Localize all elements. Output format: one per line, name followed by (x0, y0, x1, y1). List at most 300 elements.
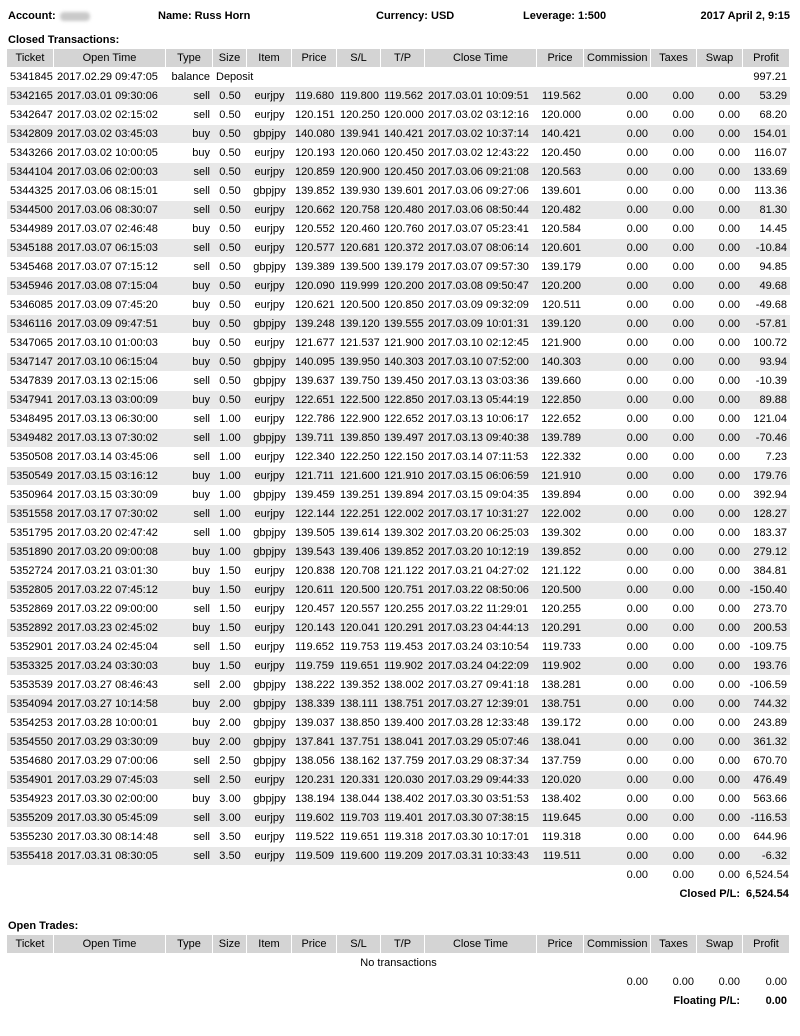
cell-open-price: 120.151 (292, 106, 337, 125)
cell-close-price: 139.302 (537, 524, 584, 543)
cell-open-time: 2017.03.27 10:14:58 (54, 695, 166, 714)
cell-open-time: 2017.03.15 03:30:09 (54, 486, 166, 505)
table-row (7, 524, 790, 543)
cell-ticket: 5347941 (7, 391, 54, 410)
cell-swap: 0.00 (697, 163, 743, 182)
column-header-item: Item (247, 935, 292, 954)
cell-commission: 0.00 (584, 581, 651, 600)
cell-profit: 273.70 (743, 600, 790, 619)
cell-close-price: 120.200 (537, 277, 584, 296)
open-trades-title: Open Trades: (8, 920, 79, 932)
cell-taxes: 0.00 (651, 505, 697, 524)
cell-ticket: 5345468 (7, 258, 54, 277)
cell-deposit-label: Deposit (213, 68, 743, 87)
cell-tp: 121.122 (381, 562, 425, 581)
cell-close-time: 2017.03.13 10:06:17 (425, 410, 537, 429)
cell-item: eurjpy (247, 334, 292, 353)
cell-type: sell (166, 600, 213, 619)
cell-close-time: 2017.03.22 11:29:01 (425, 600, 537, 619)
cell-open-price: 119.602 (292, 809, 337, 828)
cell-profit: -10.84 (743, 239, 790, 258)
cell-open-price: 140.095 (292, 353, 337, 372)
cell-commission: 0.00 (584, 600, 651, 619)
cell-type: sell (166, 505, 213, 524)
column-header-type: Type (166, 49, 213, 68)
cell-commission: 0.00 (584, 657, 651, 676)
cell-close-price: 138.041 (537, 733, 584, 752)
cell-close-time: 2017.03.24 04:22:09 (425, 657, 537, 676)
pl-row (7, 885, 790, 904)
cell-swap: 0.00 (697, 676, 743, 695)
cell-open-price: 119.652 (292, 638, 337, 657)
column-header-close-time: Close Time (425, 935, 537, 954)
cell-close-time: 2017.03.31 10:33:43 (425, 847, 537, 866)
cell-open-time: 2017.03.02 02:15:02 (54, 106, 166, 125)
cell-open-price: 119.522 (292, 828, 337, 847)
cell-item: gbpjpy (247, 714, 292, 733)
cell-tp: 139.400 (381, 714, 425, 733)
cell-profit: 279.12 (743, 543, 790, 562)
cell-commission: 0.00 (584, 239, 651, 258)
cell-tp: 120.480 (381, 201, 425, 220)
cell-type: sell (166, 163, 213, 182)
cell-open-price: 122.786 (292, 410, 337, 429)
cell-open-price: 139.389 (292, 258, 337, 277)
cell-open-price: 120.662 (292, 201, 337, 220)
cell-open-time: 2017.03.21 03:01:30 (54, 562, 166, 581)
cell-open-time: 2017.03.09 09:47:51 (54, 315, 166, 334)
cell-size: 0.50 (213, 125, 247, 144)
cell-size: 0.50 (213, 182, 247, 201)
cell-sl: 120.460 (337, 220, 381, 239)
cell-tp: 122.002 (381, 505, 425, 524)
account-number-redacted (60, 12, 90, 21)
cell-type: sell (166, 372, 213, 391)
cell-taxes: 0.00 (651, 714, 697, 733)
cell-profit: 53.29 (743, 87, 790, 106)
cell-ticket: 5354923 (7, 790, 54, 809)
table-row (7, 144, 790, 163)
cell-ticket: 5350964 (7, 486, 54, 505)
cell-swap: 0.00 (697, 581, 743, 600)
cell-open-price: 138.056 (292, 752, 337, 771)
cell-taxes: 0.00 (651, 182, 697, 201)
table-row (7, 752, 790, 771)
cell-swap: 0.00 (697, 296, 743, 315)
cell-profit: 200.53 (743, 619, 790, 638)
cell-tp: 121.900 (381, 334, 425, 353)
cell-close-price: 139.894 (537, 486, 584, 505)
closed-table-header (7, 49, 790, 68)
cell-open-time: 2017.03.07 07:15:12 (54, 258, 166, 277)
cell-profit: 100.72 (743, 334, 790, 353)
cell-item: eurjpy (247, 201, 292, 220)
cell-size: 0.50 (213, 201, 247, 220)
cell-profit: 93.94 (743, 353, 790, 372)
cell-size: 0.50 (213, 315, 247, 334)
cell-size: 2.00 (213, 676, 247, 695)
cell-profit: 193.76 (743, 657, 790, 676)
cell-size: 2.00 (213, 695, 247, 714)
cell-size: 1.00 (213, 467, 247, 486)
cell-close-price: 138.281 (537, 676, 584, 695)
cell-taxes: 0.00 (651, 733, 697, 752)
cell-ticket: 5345946 (7, 277, 54, 296)
cell-ticket: 5355209 (7, 809, 54, 828)
cell-open-time: 2017.03.27 08:46:43 (54, 676, 166, 695)
cell-open-time: 2017.03.28 10:00:01 (54, 714, 166, 733)
cell-close-price: 122.332 (537, 448, 584, 467)
cell-swap: 0.00 (697, 600, 743, 619)
table-row (7, 372, 790, 391)
cell-sl: 119.999 (337, 277, 381, 296)
cell-taxes: 0.00 (651, 87, 697, 106)
account-leverage: Leverage: 1:500 (523, 10, 607, 22)
cell-sl: 139.352 (337, 676, 381, 695)
table-row (7, 410, 790, 429)
table-row (7, 733, 790, 752)
cell-swap: 0.00 (697, 429, 743, 448)
cell-ticket: 5351890 (7, 543, 54, 562)
cell-commission: 0.00 (584, 87, 651, 106)
cell-tp: 119.453 (381, 638, 425, 657)
cell-close-price: 140.421 (537, 125, 584, 144)
cell-open-time: 2017.03.13 07:30:02 (54, 429, 166, 448)
cell-item: gbpjpy (247, 125, 292, 144)
cell-ticket: 5355230 (7, 828, 54, 847)
cell-tp: 122.850 (381, 391, 425, 410)
cell-profit: 89.88 (743, 391, 790, 410)
cell-type: buy (166, 125, 213, 144)
column-header-type: Type (166, 935, 213, 954)
cell-type: buy (166, 714, 213, 733)
cell-sl: 122.251 (337, 505, 381, 524)
cell-tp: 119.401 (381, 809, 425, 828)
cell-type: buy (166, 334, 213, 353)
cell-sl: 138.111 (337, 695, 381, 714)
cell-type: sell (166, 87, 213, 106)
cell-size: 0.50 (213, 391, 247, 410)
cell-close-time: 2017.03.02 12:43:22 (425, 144, 537, 163)
cell-profit: 14.45 (743, 220, 790, 239)
cell-taxes: 0.00 (651, 790, 697, 809)
cell-swap: 0.00 (697, 125, 743, 144)
cell-taxes: 0.00 (651, 486, 697, 505)
cell-tp: 120.000 (381, 106, 425, 125)
cell-size: 3.00 (213, 809, 247, 828)
cell-close-price: 137.759 (537, 752, 584, 771)
cell-close-price: 120.000 (537, 106, 584, 125)
table-row (7, 695, 790, 714)
cell-taxes: 0.00 (651, 752, 697, 771)
cell-item: gbpjpy (247, 543, 292, 562)
cell-close-time: 2017.03.06 09:21:08 (425, 163, 537, 182)
cell-type: buy (166, 695, 213, 714)
table-row (7, 353, 790, 372)
cell-ticket: 5354680 (7, 752, 54, 771)
table-row (7, 790, 790, 809)
cell-close-price: 120.500 (537, 581, 584, 600)
cell-profit: 116.07 (743, 144, 790, 163)
cell-profit: -116.53 (743, 809, 790, 828)
cell-profit: 94.85 (743, 258, 790, 277)
cell-open-time: 2017.03.22 09:00:00 (54, 600, 166, 619)
cell-swap: 0.00 (697, 657, 743, 676)
table-row (7, 182, 790, 201)
table-row (7, 771, 790, 790)
cell-open-price: 120.859 (292, 163, 337, 182)
cell-ticket: 5355418 (7, 847, 54, 866)
cell-type: sell (166, 182, 213, 201)
cell-tp: 120.450 (381, 144, 425, 163)
cell-profit: -49.68 (743, 296, 790, 315)
total-commission: 0.00 (584, 866, 651, 885)
cell-tp: 120.760 (381, 220, 425, 239)
table-row (7, 334, 790, 353)
table-row (7, 315, 790, 334)
cell-ticket: 5347147 (7, 353, 54, 372)
cell-sl: 139.500 (337, 258, 381, 277)
cell-tp: 120.291 (381, 619, 425, 638)
cell-close-time: 2017.03.29 09:44:33 (425, 771, 537, 790)
cell-type: sell (166, 524, 213, 543)
column-header-profit: Profit (743, 935, 790, 954)
cell-profit: 121.04 (743, 410, 790, 429)
cell-item: gbpjpy (247, 752, 292, 771)
cell-commission: 0.00 (584, 201, 651, 220)
cell-close-price: 119.511 (537, 847, 584, 866)
cell-type: sell (166, 676, 213, 695)
cell-type: sell (166, 448, 213, 467)
cell-open-price: 139.852 (292, 182, 337, 201)
closed-transactions-title: Closed Transactions: (8, 34, 120, 46)
cell-open-price: 121.711 (292, 467, 337, 486)
cell-close-price: 120.450 (537, 144, 584, 163)
cell-taxes: 0.00 (651, 600, 697, 619)
cell-ticket: 5346085 (7, 296, 54, 315)
cell-taxes: 0.00 (651, 296, 697, 315)
cell-size: 1.00 (213, 505, 247, 524)
cell-open-time: 2017.03.20 09:00:08 (54, 543, 166, 562)
cell-ticket: 5342809 (7, 125, 54, 144)
cell-item: eurjpy (247, 296, 292, 315)
cell-close-time: 2017.03.27 12:39:01 (425, 695, 537, 714)
cell-commission: 0.00 (584, 809, 651, 828)
cell-tp: 139.852 (381, 543, 425, 562)
cell-size: 0.50 (213, 353, 247, 372)
total-profit: 6,524.54 (743, 866, 790, 885)
cell-item: eurjpy (247, 505, 292, 524)
cell-close-time: 2017.03.20 06:25:03 (425, 524, 537, 543)
cell-open-time: 2017.03.23 02:45:02 (54, 619, 166, 638)
cell-commission: 0.00 (584, 752, 651, 771)
table-row (7, 619, 790, 638)
cell-item: eurjpy (247, 277, 292, 296)
cell-sl: 120.758 (337, 201, 381, 220)
cell-commission: 0.00 (584, 619, 651, 638)
cell-type: buy (166, 733, 213, 752)
cell-open-price: 139.637 (292, 372, 337, 391)
cell-tp: 121.910 (381, 467, 425, 486)
cell-commission: 0.00 (584, 125, 651, 144)
cell-sl: 121.537 (337, 334, 381, 353)
column-header-sl: S/L (337, 49, 381, 68)
cell-close-time: 2017.03.10 02:12:45 (425, 334, 537, 353)
cell-type: buy (166, 619, 213, 638)
cell-size: 1.00 (213, 410, 247, 429)
cell-item: eurjpy (247, 220, 292, 239)
cell-size: 0.50 (213, 106, 247, 125)
cell-open-price: 122.144 (292, 505, 337, 524)
cell-item: eurjpy (247, 809, 292, 828)
cell-taxes: 0.00 (651, 144, 697, 163)
column-header-tp: T/P (381, 935, 425, 954)
cell-commission: 0.00 (584, 182, 651, 201)
cell-swap: 0.00 (697, 334, 743, 353)
cell-ticket: 5351558 (7, 505, 54, 524)
cell-ticket: 5349482 (7, 429, 54, 448)
cell-type: sell (166, 410, 213, 429)
cell-close-time: 2017.03.13 03:03:36 (425, 372, 537, 391)
cell-sl: 120.557 (337, 600, 381, 619)
cell-type: buy (166, 144, 213, 163)
cell-size: 1.00 (213, 543, 247, 562)
cell-ticket: 5352869 (7, 600, 54, 619)
cell-size: 0.50 (213, 239, 247, 258)
cell-item: gbpjpy (247, 353, 292, 372)
total-taxes: 0.00 (651, 973, 697, 992)
cell-swap: 0.00 (697, 619, 743, 638)
cell-item: eurjpy (247, 239, 292, 258)
cell-commission: 0.00 (584, 505, 651, 524)
cell-taxes: 0.00 (651, 543, 697, 562)
cell-sl: 137.751 (337, 733, 381, 752)
cell-size: 0.50 (213, 277, 247, 296)
totals-row (7, 866, 790, 885)
column-header-tp: T/P (381, 49, 425, 68)
cell-commission: 0.00 (584, 562, 651, 581)
cell-taxes: 0.00 (651, 828, 697, 847)
cell-tp: 139.894 (381, 486, 425, 505)
cell-open-price: 120.621 (292, 296, 337, 315)
cell-profit: -150.40 (743, 581, 790, 600)
table-row (7, 657, 790, 676)
cell-item: eurjpy (247, 619, 292, 638)
cell-sl: 120.331 (337, 771, 381, 790)
cell-tp: 139.497 (381, 429, 425, 448)
cell-commission: 0.00 (584, 486, 651, 505)
cell-swap: 0.00 (697, 809, 743, 828)
table-row (7, 220, 790, 239)
cell-taxes: 0.00 (651, 771, 697, 790)
cell-ticket: 5354550 (7, 733, 54, 752)
cell-close-time: 2017.03.24 03:10:54 (425, 638, 537, 657)
cell-commission: 0.00 (584, 106, 651, 125)
cell-close-price: 139.172 (537, 714, 584, 733)
cell-item: gbpjpy (247, 182, 292, 201)
cell-swap: 0.00 (697, 752, 743, 771)
table-row (7, 87, 790, 106)
cell-taxes: 0.00 (651, 334, 697, 353)
cell-swap: 0.00 (697, 239, 743, 258)
cell-close-time: 2017.03.07 09:57:30 (425, 258, 537, 277)
cell-swap: 0.00 (697, 467, 743, 486)
cell-item: gbpjpy (247, 790, 292, 809)
cell-open-price: 122.340 (292, 448, 337, 467)
table-row (7, 714, 790, 733)
cell-close-price: 120.255 (537, 600, 584, 619)
cell-open-time: 2017.03.13 06:30:00 (54, 410, 166, 429)
cell-tp: 122.150 (381, 448, 425, 467)
cell-close-price: 120.482 (537, 201, 584, 220)
cell-close-time: 2017.03.21 04:27:02 (425, 562, 537, 581)
cell-ticket: 5350508 (7, 448, 54, 467)
cell-profit: 81.30 (743, 201, 790, 220)
cell-close-price: 120.291 (537, 619, 584, 638)
cell-swap: 0.00 (697, 258, 743, 277)
cell-tp: 138.402 (381, 790, 425, 809)
cell-item: eurjpy (247, 847, 292, 866)
cell-open-time: 2017.03.29 03:30:09 (54, 733, 166, 752)
cell-sl: 139.750 (337, 372, 381, 391)
column-header-swap: Swap (697, 935, 743, 954)
cell-close-price: 119.562 (537, 87, 584, 106)
column-header-swap: Swap (697, 49, 743, 68)
cell-sl: 139.614 (337, 524, 381, 543)
cell-open-time: 2017.03.07 06:15:03 (54, 239, 166, 258)
cell-swap: 0.00 (697, 182, 743, 201)
cell-open-time: 2017.03.31 08:30:05 (54, 847, 166, 866)
no-transactions-text: No transactions (7, 954, 790, 973)
cell-profit: -70.46 (743, 429, 790, 448)
cell-profit: 179.76 (743, 467, 790, 486)
cell-tp: 120.372 (381, 239, 425, 258)
table-row (7, 543, 790, 562)
cell-taxes: 0.00 (651, 695, 697, 714)
account-label: Account: (8, 10, 56, 22)
cell-ticket: 5354094 (7, 695, 54, 714)
column-header-taxes: Taxes (651, 49, 697, 68)
cell-size: 1.50 (213, 600, 247, 619)
cell-open-price: 119.509 (292, 847, 337, 866)
cell-close-price: 121.910 (537, 467, 584, 486)
cell-item: eurjpy (247, 410, 292, 429)
cell-swap: 0.00 (697, 562, 743, 581)
cell-size: 2.50 (213, 752, 247, 771)
cell-sl: 122.900 (337, 410, 381, 429)
cell-close-price: 119.645 (537, 809, 584, 828)
balance-row (7, 68, 790, 87)
cell-sl: 139.950 (337, 353, 381, 372)
cell-taxes: 0.00 (651, 201, 697, 220)
cell-tp: 139.601 (381, 182, 425, 201)
cell-open-time: 2017.03.06 08:30:07 (54, 201, 166, 220)
cell-size: 3.50 (213, 828, 247, 847)
cell-taxes: 0.00 (651, 676, 697, 695)
column-header-close-price: Price (537, 935, 584, 954)
cell-open-price: 119.680 (292, 87, 337, 106)
cell-commission: 0.00 (584, 334, 651, 353)
cell-tp: 122.652 (381, 410, 425, 429)
table-row (7, 239, 790, 258)
column-header-taxes: Taxes (651, 935, 697, 954)
cell-open-time: 2017.03.14 03:45:06 (54, 448, 166, 467)
column-header-sl: S/L (337, 935, 381, 954)
open-trades-table (7, 935, 790, 1011)
cell-close-time: 2017.03.28 12:33:48 (425, 714, 537, 733)
cell-ticket: 5344325 (7, 182, 54, 201)
cell-taxes: 0.00 (651, 163, 697, 182)
